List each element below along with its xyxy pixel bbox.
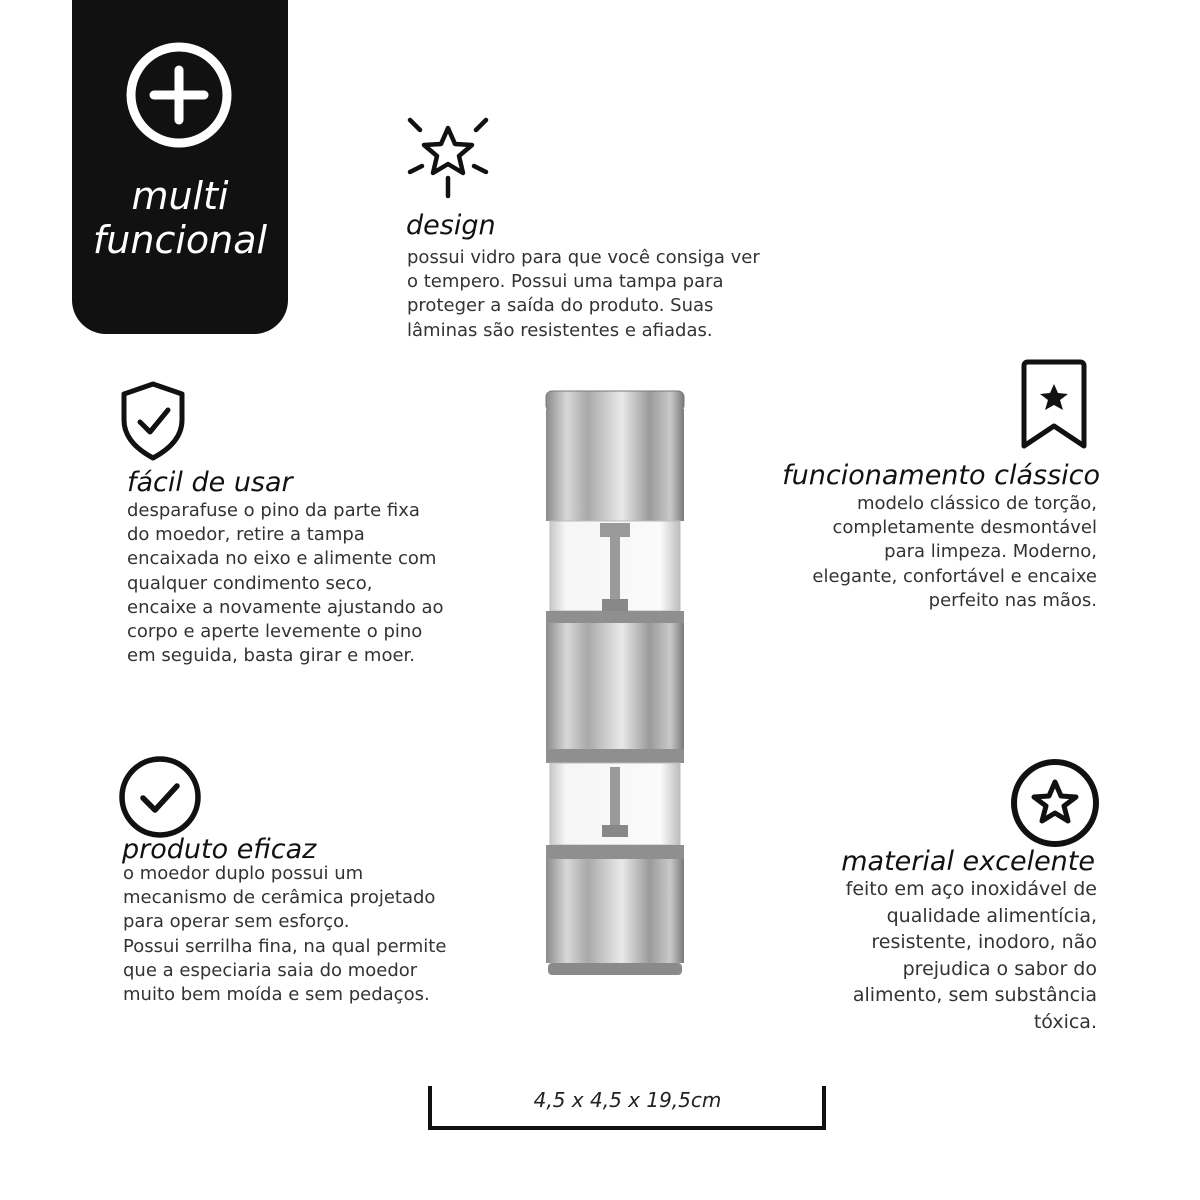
text-line: para limpeza. Moderno,	[884, 541, 1097, 563]
badge-line: multi	[131, 174, 229, 218]
classico-title: funcionamento clássico	[782, 460, 1100, 491]
design-title: design	[406, 210, 496, 241]
check-circle-icon	[117, 754, 203, 840]
eficaz-title: produto eficaz	[122, 834, 317, 865]
multifunctional-badge	[72, 0, 288, 334]
text-line: tóxica.	[1033, 1010, 1097, 1033]
text-line: mecanismo de cerâmica projetado	[123, 887, 436, 909]
text-line: do moedor, retire a tampa	[127, 524, 365, 546]
badge-line: funcional	[92, 218, 268, 262]
star-circle-icon	[1008, 756, 1102, 850]
dimensions-label: 4,5 x 4,5 x 19,5cm	[533, 1088, 722, 1112]
text-line: encaixada no eixo e alimente com	[127, 548, 437, 570]
text-line: o tempero. Possui uma tampa para	[407, 271, 724, 293]
text-line: o moedor duplo possui um	[123, 863, 364, 884]
plus-circle-icon	[124, 40, 234, 150]
text-line: modelo clássico de torção,	[856, 493, 1097, 514]
material-title: material excelente	[841, 846, 1095, 877]
facil-title: fácil de usar	[127, 467, 293, 498]
material-description	[846, 876, 1097, 1035]
design-description	[407, 246, 760, 343]
sparkle-star-icon	[402, 110, 494, 202]
pepper-grinder-image	[540, 385, 690, 985]
text-line: desparafuse o pino da parte fixa	[127, 500, 420, 521]
text-line: completamente desmontável	[832, 517, 1097, 539]
text-line: para operar sem esforço.	[123, 911, 350, 933]
text-line: encaixe a novamente ajustando ao	[127, 596, 444, 618]
eficaz-description	[123, 862, 446, 1007]
text-line: muito bem moída e sem pedaços.	[123, 984, 430, 1006]
text-line: elegante, confortável e encaixe	[812, 565, 1097, 587]
text-line: feito em aço inoxidável de	[845, 878, 1097, 900]
text-line: qualquer condimento seco,	[127, 572, 373, 594]
facil-description	[127, 499, 444, 668]
text-line: que a especiaria saia do moedor	[123, 959, 418, 981]
text-line: proteger a saída do produto. Suas	[407, 295, 714, 317]
text-line: possui vidro para que você consiga ver	[407, 247, 760, 268]
text-line: qualidade alimentícia,	[886, 904, 1097, 927]
text-line: Possui serrilha fina, na qual permite	[123, 935, 447, 957]
text-line: resistente, inodoro, não	[871, 931, 1097, 953]
bookmark-star-icon	[1018, 358, 1090, 452]
classico-description	[812, 492, 1097, 613]
text-line: em seguida, basta girar e moer.	[127, 645, 416, 667]
text-line: alimento, sem substância	[852, 984, 1097, 1006]
text-line: prejudica o sabor do	[902, 957, 1097, 980]
text-line: lâminas são resistentes e afiadas.	[407, 319, 713, 341]
badge-title	[72, 174, 288, 262]
text-line: corpo e aperte levemente o pino	[127, 621, 423, 643]
text-line: perfeito nas mãos.	[928, 589, 1097, 611]
shield-check-icon	[118, 380, 188, 462]
